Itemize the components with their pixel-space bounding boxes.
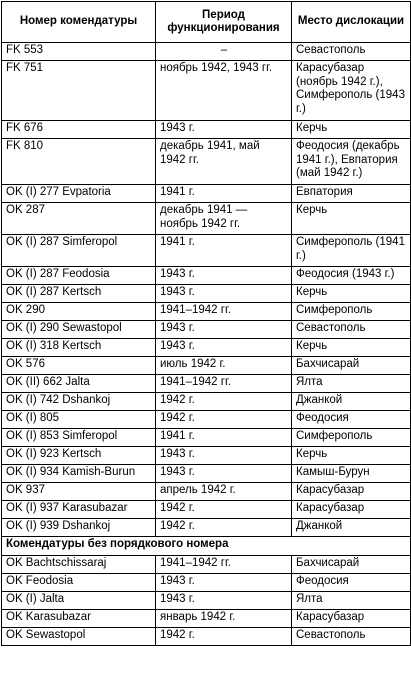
cell-office-number: OK (II) 662 Jalta	[2, 375, 156, 393]
table-row	[2, 139, 411, 185]
cell-location: Ялта	[292, 592, 411, 610]
table-row	[2, 43, 411, 61]
table-row	[2, 235, 411, 267]
table-row	[2, 411, 411, 429]
cell-period: ноябрь 1942, 1943 гг.	[156, 61, 292, 121]
cell-office-number: OK (I) 290 Sewastopol	[2, 321, 156, 339]
cell-period: январь 1942 г.	[156, 610, 292, 628]
cell-office-number: OK Karasubazar	[2, 610, 156, 628]
cell-location: Феодосия	[292, 411, 411, 429]
cell-location: Ялта	[292, 375, 411, 393]
cell-location: Карасубазар	[292, 610, 411, 628]
cell-location: Керчь	[292, 285, 411, 303]
cell-office-number: FK 676	[2, 121, 156, 139]
cell-office-number: OK 287	[2, 203, 156, 235]
table-row	[2, 61, 411, 121]
cell-location: Феодосия	[292, 574, 411, 592]
cell-office-number: OK (I) 934 Kamish-Burun	[2, 465, 156, 483]
cell-period: 1942 г.	[156, 393, 292, 411]
cell-office-number: OK 576	[2, 357, 156, 375]
cell-office-number: OK (I) 853 Simferopol	[2, 429, 156, 447]
cell-location: Керчь	[292, 447, 411, 465]
cell-location: Севастополь	[292, 43, 411, 61]
cell-office-number: FK 810	[2, 139, 156, 185]
cell-location: Севастополь	[292, 321, 411, 339]
table-row	[2, 628, 411, 646]
cell-office-number: OK (I) 287 Simferopol	[2, 235, 156, 267]
table-row	[2, 321, 411, 339]
table-row	[2, 267, 411, 285]
cell-period: 1941–1942 гг.	[156, 303, 292, 321]
table-body	[2, 43, 411, 646]
cell-office-number: OK Sewastopol	[2, 628, 156, 646]
table-row	[2, 519, 411, 537]
cell-period: 1941 г.	[156, 429, 292, 447]
cell-period: 1942 г.	[156, 411, 292, 429]
cell-office-number: OK (I) 287 Feodosia	[2, 267, 156, 285]
cell-period: 1943 г.	[156, 592, 292, 610]
cell-period: 1943 г.	[156, 447, 292, 465]
cell-period: 1943 г.	[156, 121, 292, 139]
cell-period: 1941–1942 гг.	[156, 556, 292, 574]
cell-period: апрель 1942 г.	[156, 483, 292, 501]
table-row	[2, 429, 411, 447]
cell-location: Керчь	[292, 121, 411, 139]
table-row	[2, 357, 411, 375]
table-row	[2, 285, 411, 303]
table-row	[2, 574, 411, 592]
cell-location: Евпатория	[292, 185, 411, 203]
cell-office-number: OK (I) 287 Kertsch	[2, 285, 156, 303]
cell-period: декабрь 1941, май 1942 гг.	[156, 139, 292, 185]
cell-location: Камыш-Бурун	[292, 465, 411, 483]
header-period: Период функционирования	[156, 2, 292, 43]
cell-period: 1943 г.	[156, 321, 292, 339]
cell-office-number: OK Feodosia	[2, 574, 156, 592]
cell-location: Джанкой	[292, 519, 411, 537]
cell-period: 1943 г.	[156, 465, 292, 483]
cell-location: Керчь	[292, 339, 411, 357]
cell-period: 1941–1942 гг.	[156, 375, 292, 393]
table-row	[2, 121, 411, 139]
cell-location: Севастополь	[292, 628, 411, 646]
table-header-row	[2, 2, 411, 43]
table-row	[2, 393, 411, 411]
cell-period: 1941 г.	[156, 185, 292, 203]
table-row	[2, 203, 411, 235]
cell-location: Симферополь	[292, 429, 411, 447]
cell-office-number: OK 290	[2, 303, 156, 321]
cell-period: 1942 г.	[156, 501, 292, 519]
cell-period: 1943 г.	[156, 339, 292, 357]
table-row	[2, 610, 411, 628]
table-row	[2, 185, 411, 203]
cell-location: Керчь	[292, 203, 411, 235]
header-office-number: Номер комендатуры	[2, 2, 156, 43]
table-row	[2, 303, 411, 321]
cell-location: Карасубазар	[292, 483, 411, 501]
table-row	[2, 592, 411, 610]
cell-period: 1941 г.	[156, 235, 292, 267]
table-row	[2, 375, 411, 393]
table-row	[2, 447, 411, 465]
cell-office-number: OK (I) 923 Kertsch	[2, 447, 156, 465]
table-row	[2, 556, 411, 574]
cell-office-number: FK 751	[2, 61, 156, 121]
cell-office-number: OK 937	[2, 483, 156, 501]
cell-location: Симферополь	[292, 303, 411, 321]
cell-period: 1943 г.	[156, 574, 292, 592]
cell-office-number: OK (I) 939 Dshankoj	[2, 519, 156, 537]
cell-office-number: OK (I) Jalta	[2, 592, 156, 610]
cell-location: Карасубазар (ноябрь 1942 г.), Симферополь (1943 г.)	[292, 61, 411, 121]
cell-period: 1942 г.	[156, 519, 292, 537]
cell-period: 1942 г.	[156, 628, 292, 646]
commandant-offices-table-wrapper	[1, 1, 410, 646]
cell-period: декабрь 1941 — ноябрь 1942 гг.	[156, 203, 292, 235]
cell-location: Феодосия (декабрь 1941 г.), Евпатория (май 1942 г.)	[292, 139, 411, 185]
commandant-offices-table	[1, 1, 411, 646]
cell-office-number: FK 553	[2, 43, 156, 61]
table-row	[2, 501, 411, 519]
cell-office-number: OK (I) 277 Evpatoria	[2, 185, 156, 203]
cell-office-number: OK (I) 805	[2, 411, 156, 429]
cell-office-number: OK Bachtschissaraj	[2, 556, 156, 574]
cell-location: Симферополь (1941 г.)	[292, 235, 411, 267]
cell-location: Феодосия (1943 г.)	[292, 267, 411, 285]
section-title: Комендатуры без порядкового номера	[2, 537, 411, 556]
cell-period: 1943 г.	[156, 267, 292, 285]
cell-period: июль 1942 г.	[156, 357, 292, 375]
cell-location: Джанкой	[292, 393, 411, 411]
table-row	[2, 483, 411, 501]
cell-period: 1943 г.	[156, 285, 292, 303]
cell-location: Карасубазар	[292, 501, 411, 519]
cell-office-number: OK (I) 937 Karasubazar	[2, 501, 156, 519]
table-row	[2, 339, 411, 357]
cell-office-number: OK (I) 742 Dshankoj	[2, 393, 156, 411]
section-row	[2, 537, 411, 556]
cell-period: –	[156, 43, 292, 61]
cell-location: Бахчисарай	[292, 357, 411, 375]
cell-location: Бахчисарай	[292, 556, 411, 574]
cell-office-number: OK (I) 318 Kertsch	[2, 339, 156, 357]
header-location: Место дислокации	[292, 2, 411, 43]
table-row	[2, 465, 411, 483]
